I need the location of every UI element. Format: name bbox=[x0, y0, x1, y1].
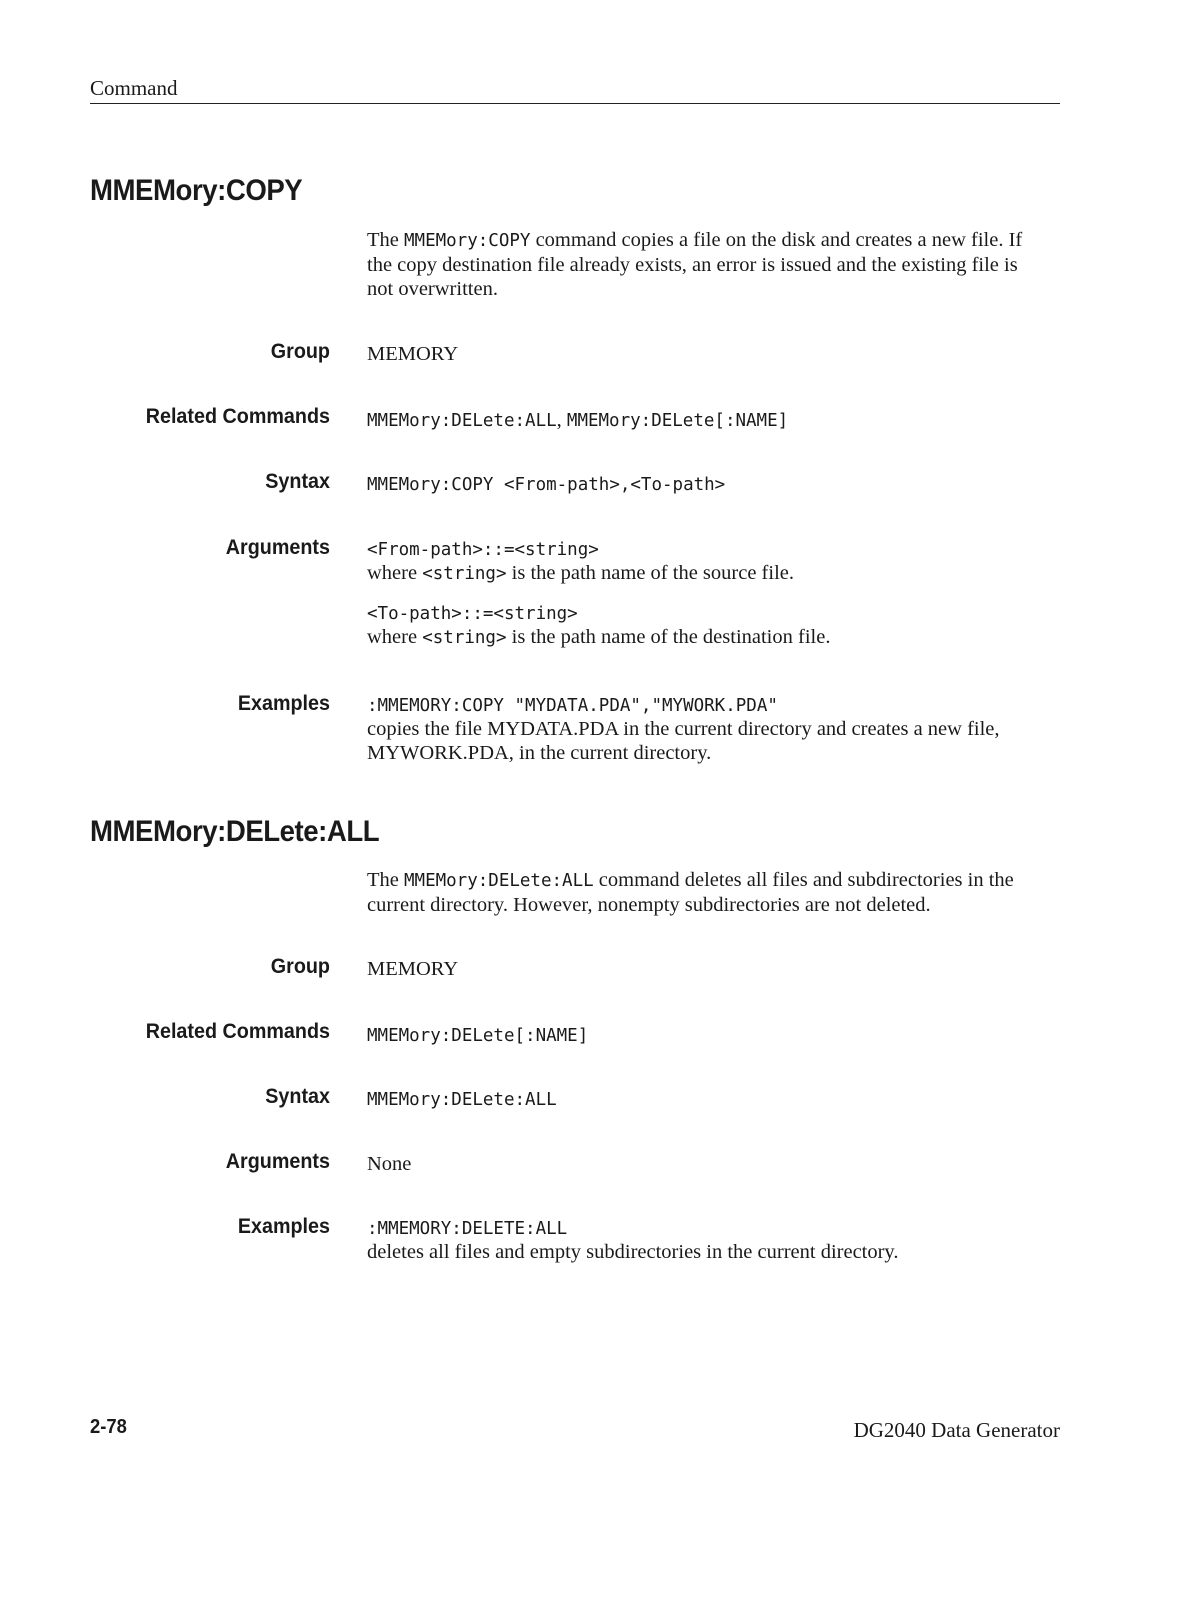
related-command-link[interactable]: MMEMory:DELete[:NAME] bbox=[367, 1026, 589, 1046]
footer-product-title: DG2040 Data Generator bbox=[853, 1418, 1060, 1442]
argument-definition: <From-path>::=<string> bbox=[367, 540, 599, 560]
related-command-link[interactable]: MMEMory:DELete[:NAME] bbox=[566, 411, 789, 431]
section-title-mmemory-copy: MMEMory:COPY bbox=[90, 174, 303, 207]
page-number: 2-78 bbox=[90, 1416, 127, 1438]
intro-paragraph-copy bbox=[367, 228, 1067, 301]
argument-definition: <To-path>::=<string> bbox=[367, 604, 578, 624]
intro-text: not overwritten. bbox=[367, 278, 498, 300]
intro-text: the copy destination file already exists, an error is issued and the existing file is bbox=[367, 254, 1018, 276]
examples-label: Examples bbox=[237, 1215, 330, 1238]
argument-description: is the path name of the destination file. bbox=[511, 626, 831, 648]
syntax-label: Syntax bbox=[265, 470, 330, 493]
intro-command-code: MMEMory:COPY bbox=[404, 231, 531, 251]
running-header: Command bbox=[90, 76, 178, 100]
intro-text: current directory. However, nonempty subdirectories are not deleted. bbox=[367, 894, 931, 916]
group-label: Group bbox=[270, 955, 330, 978]
group-value: MEMORY bbox=[367, 343, 459, 365]
intro-command-code: MMEMory:DELete:ALL bbox=[404, 871, 594, 891]
header-rule bbox=[90, 103, 1060, 104]
syntax-row bbox=[90, 470, 1070, 500]
syntax-value: MMEMory:COPY <From-path>,<To-path> bbox=[367, 475, 726, 495]
related-separator: , bbox=[556, 409, 562, 431]
example-description: MYWORK.PDA, in the current directory. bbox=[367, 742, 712, 764]
related-commands-value bbox=[367, 1023, 1067, 1048]
intro-prefix: The bbox=[367, 869, 399, 891]
group-label: Group bbox=[270, 340, 330, 363]
related-commands-row bbox=[90, 405, 1070, 435]
arguments-label: Arguments bbox=[225, 1150, 330, 1173]
intro-text: command deletes all files and subdirectories in the bbox=[598, 869, 1014, 891]
examples-row bbox=[90, 1215, 1070, 1275]
arguments-value bbox=[367, 539, 1067, 650]
examples-label: Examples bbox=[237, 692, 330, 715]
arguments-label: Arguments bbox=[225, 536, 330, 559]
arguments-row bbox=[90, 536, 1070, 656]
examples-row bbox=[90, 692, 1070, 772]
related-commands-label: Related Commands bbox=[145, 1020, 330, 1043]
syntax-label: Syntax bbox=[265, 1085, 330, 1108]
intro-prefix: The bbox=[367, 229, 399, 251]
group-value: MEMORY bbox=[367, 958, 459, 980]
example-description: deletes all files and empty subdirectories in the current directory. bbox=[367, 1241, 899, 1263]
intro-text: command copies a file on the disk and creates a new file. If bbox=[535, 229, 1023, 251]
arguments-row bbox=[90, 1150, 1070, 1180]
argument-token: <string> bbox=[422, 628, 507, 648]
examples-value bbox=[367, 695, 1067, 765]
related-command-link[interactable]: MMEMory:DELete:ALL bbox=[367, 411, 557, 431]
group-row bbox=[90, 955, 1070, 985]
example-code: :MMEMORY:COPY "MYDATA.PDA","MYWORK.PDA" bbox=[367, 696, 778, 716]
related-commands-value bbox=[367, 408, 1067, 433]
group-row bbox=[90, 340, 1070, 370]
arguments-value: None bbox=[367, 1153, 412, 1175]
intro-paragraph-delete-all bbox=[367, 868, 1067, 917]
syntax-row bbox=[90, 1085, 1070, 1115]
example-code: :MMEMORY:DELETE:ALL bbox=[367, 1219, 568, 1239]
related-commands-label: Related Commands bbox=[145, 405, 330, 428]
example-description: copies the file MYDATA.PDA in the current directory and creates a new file, bbox=[367, 718, 1000, 740]
examples-value bbox=[367, 1218, 1067, 1264]
argument-where: where bbox=[367, 562, 418, 584]
related-commands-row bbox=[90, 1020, 1070, 1050]
section-title-mmemory-delete-all: MMEMory:DELete:ALL bbox=[90, 815, 380, 848]
argument-where: where bbox=[367, 626, 418, 648]
argument-token: <string> bbox=[422, 564, 507, 584]
syntax-value: MMEMory:DELete:ALL bbox=[367, 1090, 557, 1110]
argument-description: is the path name of the source file. bbox=[511, 562, 794, 584]
